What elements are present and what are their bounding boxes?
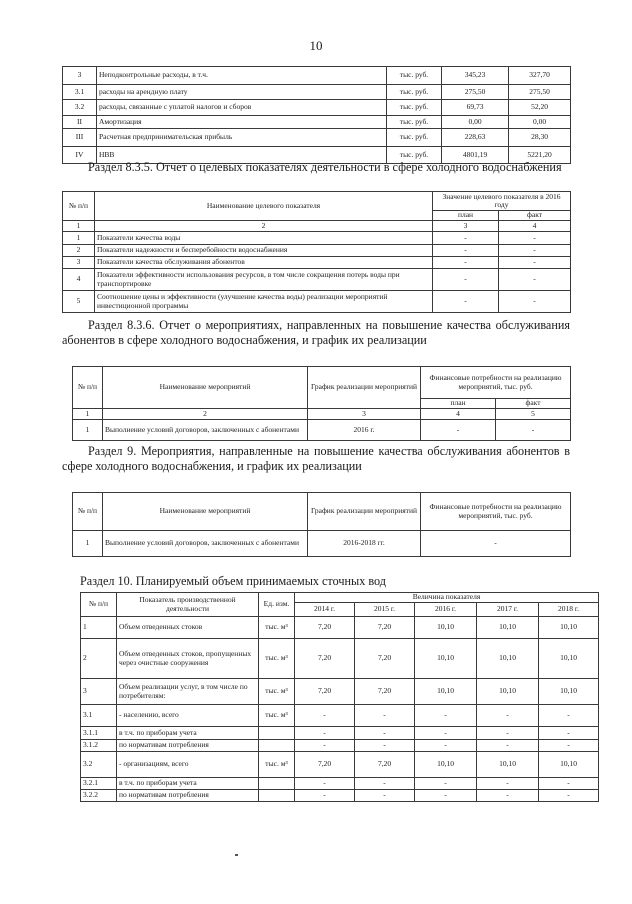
col-header-year: 2015 г.: [355, 603, 415, 617]
section-836-title: Раздел 8.3.6. Отчет о мероприятиях, направленных на повышение качества обслуживания абонентов в сфере холодного водоснабжения, и график их реализации: [62, 318, 570, 347]
col-header-fact: факт: [499, 211, 571, 221]
col-header-name: Наименование мероприятий: [103, 493, 308, 531]
section-10-title: Раздел 10. Планируемый объем принимаемых сточных вод: [80, 574, 386, 588]
col-header-plan: план: [421, 399, 496, 409]
col-header-num: № п/п: [81, 593, 117, 617]
scan-speck: [235, 854, 238, 856]
table-row: IV НВВ тыс. руб. 4801,19 5221,20: [63, 147, 571, 164]
table-row: 1 Выполнение условий договоров, заключенных с абонентами 2016-2018 гг. -: [73, 531, 571, 557]
col-header-plan: план: [433, 211, 499, 221]
page-number: 10: [309, 38, 323, 53]
col-header-unit: Ед. изм.: [259, 593, 295, 617]
table-row: 3 Неподконтрольные расходы, в т.ч. тыс. руб. 345,23 327,70: [63, 67, 571, 85]
col-header-name: Наименование мероприятий: [103, 367, 308, 409]
targets-table: № п/п Наименование целевого показателя Значение целевого показателя в 2016 году план факт 1 2 3 4 1 Показатели качества воды - - 2 Показатели надежности и бесперебойности водоснабжения - - 3 Показатели качества обслуживания абонентов - - 4 Показатели эффективности использования ресурсов, в том числе сокращения потерь воды при транспортировке - - 5 Соотношение цены и эффективности (улучшение качества воды) реализации мероприятий инвестиционной программы - -: [62, 191, 571, 313]
col-header-name: Показатель производственной деятельности: [117, 593, 259, 617]
table-row: 3.2 расходы, связанные с уплатой налогов и сборов тыс. руб. 69,73 52,20: [63, 100, 571, 116]
table-row: 3 Объем реализации услуг, в том числе по потребителям: тыс. м³ 7,20 7,20 10,10 10,10 10,10: [81, 679, 599, 705]
col-header-num: № п/п: [73, 367, 103, 409]
table-row: III Расчетная предпринимательская прибыль тыс. руб. 228,63 28,30: [63, 129, 571, 147]
table-row: 5 Соотношение цены и эффективности (улучшение качества воды) реализации мероприятий инвестиционной программы - -: [63, 291, 571, 313]
col-header-year: 2018 г.: [539, 603, 599, 617]
table-row: 2 Объем отведенных стоков, пропущенных через очистные сооружения тыс. м³ 7,20 7,20 10,10 10,10 10,10: [81, 639, 599, 679]
wastewater-table: [80, 592, 599, 802]
col-header-finance: Финансовые потребности на реализацию мероприятий, тыс. руб.: [421, 367, 571, 399]
col-header-schedule: График реализации мероприятий: [308, 493, 421, 531]
table-row: 1 Объем отведенных стоков тыс. м³ 7,20 7,20 10,10 10,10 10,10: [81, 617, 599, 639]
table-row: 3.2.1 в т.ч. по приборам учета - - - - -: [81, 778, 599, 790]
col-header-year: 2017 г.: [477, 603, 539, 617]
measures-plan-table: [72, 492, 571, 557]
finance-table: [62, 66, 571, 164]
col-header-schedule: График реализации мероприятий: [308, 367, 421, 409]
section-9-title: Раздел 9. Мероприятия, направленные на повышение качества обслуживания абонентов в сфере холодного водоснабжения, и график их реализации: [62, 444, 570, 473]
col-header-year: 2016 г.: [415, 603, 477, 617]
table-row: 1 Выполнение условий договоров, заключенных с абонентами 2016 г. - -: [73, 420, 571, 441]
measures-report-table: № п/п Наименование мероприятий График реализации мероприятий Финансовые потребности на реализацию мероприятий, тыс. руб. план факт 1 2 3 4 5 1 Выполнение условий договоров, заключенных с абонентами 2016 г. - -: [72, 366, 571, 441]
table-row: 3.1 расходы на арендную плату тыс. руб. 275,50 275,50: [63, 85, 571, 100]
table-row: 3.1 - населению, всего тыс. м³ - - - - -: [81, 705, 599, 727]
col-header-finance: Финансовые потребности на реализацию мероприятий, тыс. руб.: [421, 493, 571, 531]
table-row: 3.1.1 в т.ч. по приборам учета - - - - -: [81, 727, 599, 740]
table-row: 3.1.2 по нормативам потребления - - - - -: [81, 740, 599, 752]
table-row: 2 Показатели надежности и бесперебойности водоснабжения - -: [63, 245, 571, 257]
col-header-value: Величина показателя: [295, 593, 599, 603]
table-row: 3 Показатели качества обслуживания абонентов - -: [63, 257, 571, 269]
col-header-num: № п/п: [73, 493, 103, 531]
section-835-title: Раздел 8.3.5. Отчет о целевых показателях деятельности в сфере холодного водоснабжения: [88, 160, 562, 174]
col-header-name: Наименование целевого показателя: [95, 192, 433, 221]
col-header-value: Значение целевого показателя в 2016 году: [433, 192, 571, 211]
table-row: 4 Показатели эффективности использования ресурсов, в том числе сокращения потерь воды при транспортировке - -: [63, 269, 571, 291]
table-row: 1 Показатели качества воды - -: [63, 232, 571, 245]
col-header-year: 2014 г.: [295, 603, 355, 617]
table-row: 3.2 - организациям, всего тыс. м³ 7,20 7,20 10,10 10,10 10,10: [81, 752, 599, 778]
table-row: 3.2.2 по нормативам потребления - - - - -: [81, 790, 599, 802]
table-row: II Амортизация тыс. руб. 0,00 0,00: [63, 116, 571, 129]
col-header-fact: факт: [496, 399, 571, 409]
col-header-num: № п/п: [63, 192, 95, 221]
